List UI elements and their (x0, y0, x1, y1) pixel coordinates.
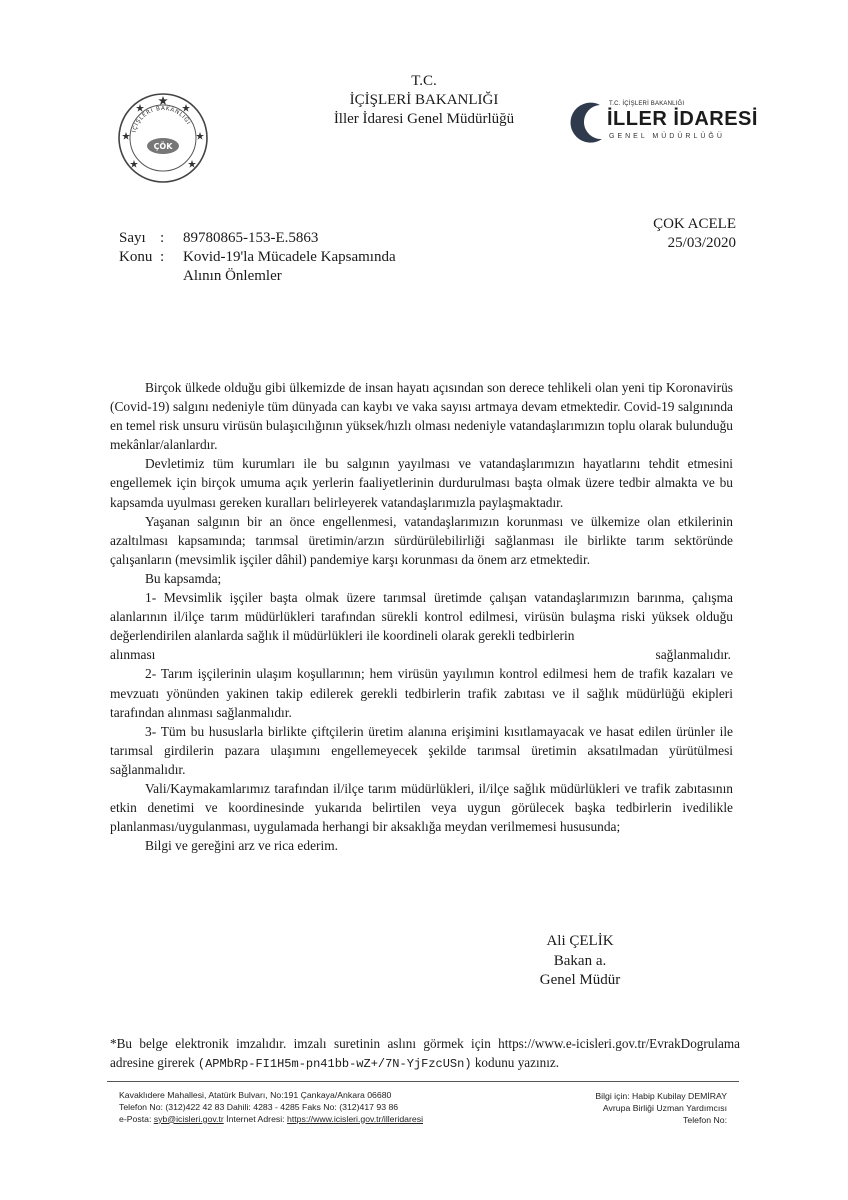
footer-email-label: e-Posta: (119, 1113, 154, 1124)
header-ministry: İÇİŞLERİ BAKANLIĞI (349, 92, 499, 108)
konu-separator: : (160, 249, 165, 265)
paragraph-6: 2- Tarım işçilerinin ulaşım koşullarının; hem virüsün yayılımın kontrol edilmesi hem de trafik kazaları ve mevzuatı yönünden yakinen takip edilerek gerekli tedbirlerin trafik zabıtası ve il sağlık müdürlüğü ekipleri tarafından alınması sağlanmalıdır. (110, 666, 733, 720)
paragraph-4: Bu kapsamda; (145, 570, 222, 586)
logo-title: İLLER İDARESİ (607, 108, 758, 130)
paragraph-2: Devletimiz tüm kurumları ile bu salgının yayılması ve vatandaşlarımızın hayatlarını tehdit etmesini engellemek için birçok umuma açık yerlerin faaliyetlerinin durdurulması başta olmak üzere tedbir almakta ve bu kapsamda uyulması gereken kuralları belirleyerek vatandaşlarımızla paylaşmaktadır. (110, 456, 733, 510)
footer-phone: Telefon No: (312)422 42 83 Dahili: 4283 - 4285 Faks No: (312)417 93 86 (119, 1101, 399, 1112)
document-date: 25/03/2020 (667, 235, 736, 251)
paragraph-5-tail-right: sağlanmalıdır. (655, 647, 731, 663)
signatory-name: Ali ÇELİK (546, 933, 614, 949)
seal-center-text: ÇÖK (153, 142, 173, 151)
logo-ministry-text: T.C. İÇİŞLERİ BAKANLIĞI (609, 101, 685, 107)
signatory-title-1: Bakan a. (553, 952, 607, 969)
note-text-before: *Bu belge elektronik imzalıdır. imzalı suretinin aslını görmek için https://www.e-icisleri.gov.tr/EvrakDogrulama adresine girerek (110, 1036, 740, 1070)
sayi-value: 89780865-153-E.5863 (183, 230, 319, 246)
verification-code: (APMbRp-FI1H5m-pn41bb-wZ+/7N-YjFzcUSn) (197, 1057, 472, 1071)
paragraph-8: Vali/Kaymakamlarımız tarafından il/ilçe tarım müdürlükleri, il/ilçe sağlık müdürlükleri ve trafik zabıtasının etkin denetimi ve koordinesinde yukarıda belirtilen veya uygun görülecek başka tedbirlerin ivedilikle planlanması/uygulanması, uygulamada herhangi bir aksaklığa meydan verilmemesi hususunda; (110, 780, 733, 835)
footer-divider (107, 1081, 739, 1082)
paragraph-3: Yaşanan salgının bir an önce engellenmesi, vatandaşlarımızın korunması ve ülkemize olan etkilerinin azaltılması kapsamında; tarımsal üretimin/arzın sürdürülebilirliği sağlanması ile birlikte tarım sektöründe çalışanların (mevsimlik işçiler dâhil) pandemiye karşı korunması da önem arz etmektedir. (110, 513, 733, 567)
urgency-block (600, 215, 736, 253)
signatory-title-2: Genel Müdür (539, 972, 621, 988)
urgency-label: ÇOK ACELE (653, 216, 736, 232)
footer-info-phone: Telefon No: (683, 1114, 727, 1125)
paragraph-1: Birçok ülkede olduğu gibi ülkemizde de insan hayatı açısından son derece tehlikeli olan yeni tip Koronavirüs (Covid-19) salgını nedeniyle tüm dünyada can kaybı ve vaka sayısı artmaya devam etmektedir. Covid-19 salgınında en temel risk unsuru virüsün bulaşıcılığının yüksek/hızlı olması nedeniyle vatandaşlarımızın toplu olarak bulunduğu mekânlar/alanlardır. (110, 380, 733, 453)
signature-block (500, 932, 660, 991)
header-directorate: İller İdaresi Genel Müdürlüğü (333, 111, 515, 127)
svg-text:İÇİŞLERİ BAKANLIĞI: İÇİŞLERİ BAKANLIĞI (131, 105, 192, 134)
paragraph-5-tail-left: alınması (110, 647, 156, 663)
paragraph-5: 1- Mevsimlik işçiler başta olmak üzere tarımsal üretimde çalışan vatandaşlarımızın barınma, çalışma alanlarının il/ilçe tarım müdürlükleri tarafından sürekli kontrol edilmesi, virüsün bulaşma riski yüksek olduğu değerlendirilen alanlarda sağlık il müdürlükleri ile koordineli olarak gerekli tedbirlerin (110, 590, 733, 644)
paragraph-7: 3- Tüm bu hususlarla birlikte çiftçilerin üretim alanına erişimini kısıtlamayacak ve hasat edilen ürünler ile tarımsal girdilerin pazara ulaşımını engellemeyecek şekilde tarımsal üretimin aksatılmadan yürütülmesi sağlanmalıdır. (110, 723, 733, 777)
footer-contact (119, 1090, 519, 1125)
footer-email-link[interactable]: syb@icisleri.gov.tr (153, 1113, 224, 1124)
paragraph-9: Bilgi ve gereğini arz ve rica ederim. (145, 838, 338, 854)
footer-info (520, 1091, 727, 1126)
footer-info-contact: Bilgi için: Habip Kubilay DEMİRAY (595, 1091, 727, 1101)
logo-subtitle: GENEL MÜDÜRLÜĞÜ (609, 133, 725, 140)
header-tc: T.C. (411, 73, 437, 89)
letter-body (110, 378, 733, 855)
footer-web-label: İnternet Adresi: (223, 1113, 288, 1124)
konu-line1: Kovid-19'la Mücadele Kapsamında (183, 249, 396, 265)
footer-email-web (119, 1114, 519, 1126)
sayi-label: Sayı (119, 230, 146, 246)
e-signature-note (110, 1034, 740, 1074)
sayi-separator: : (160, 230, 165, 246)
paragraph-5-tail (110, 645, 733, 664)
footer-address: Kavaklıdere Mahallesi, Atatürk Bulvarı, No:191 Çankaya/Ankara 06680 (119, 1090, 392, 1100)
note-text-after: kodunu yazınız. (471, 1055, 560, 1070)
konu-line2: Alının Önlemler (183, 268, 282, 284)
konu-label: Konu (119, 249, 153, 265)
footer-info-title: Avrupa Birliği Uzman Yardımcısı (602, 1102, 727, 1113)
footer-web-link[interactable]: https://www.icisleri.gov.tr/illeridaresi (287, 1113, 423, 1124)
